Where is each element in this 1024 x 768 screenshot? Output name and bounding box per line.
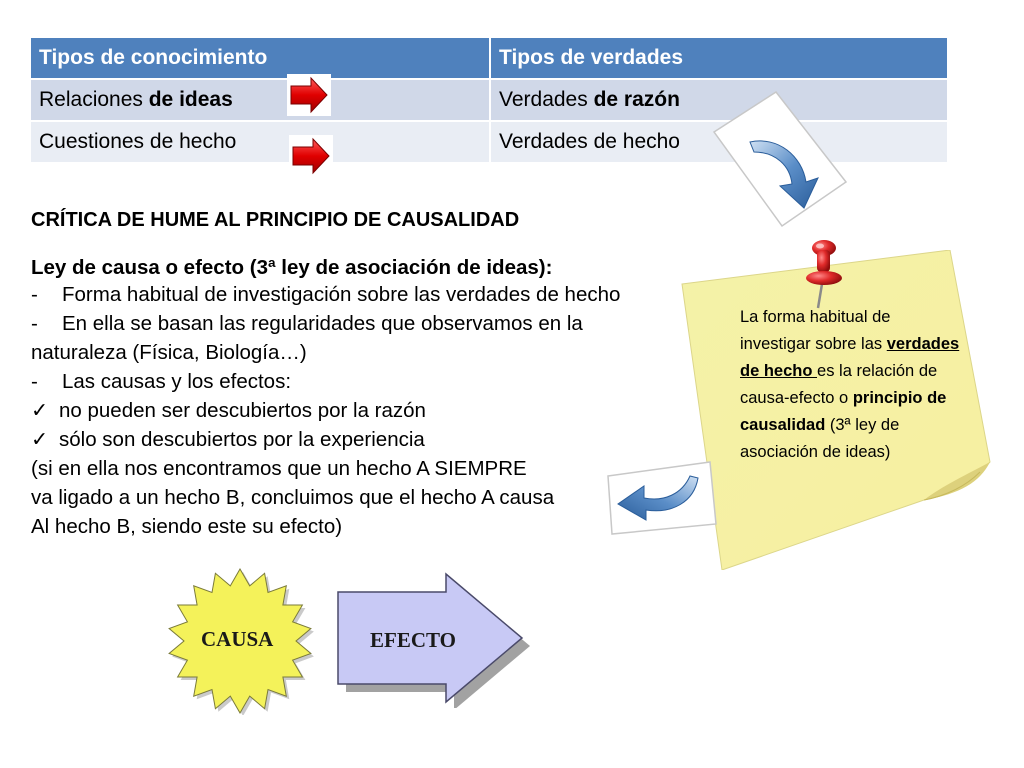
note-text bbox=[740, 304, 960, 466]
paragraph-line: Al hecho B, siendo este su efecto) bbox=[31, 515, 343, 538]
header-tipos-verdades: Tipos de verdades bbox=[490, 38, 948, 79]
cause-star bbox=[165, 567, 315, 715]
curved-arrow-left-icon bbox=[606, 458, 718, 543]
dash-bullet: - bbox=[31, 283, 38, 306]
explanation-list bbox=[31, 280, 620, 541]
cell-cuestiones-hecho: Cuestiones de hecho bbox=[31, 121, 490, 162]
note-text-part: (3ª ley de asociación de ideas) bbox=[740, 416, 900, 461]
cell-bold-text: de ideas bbox=[148, 88, 233, 111]
effect-label: EFECTO bbox=[370, 628, 456, 652]
list-item bbox=[31, 367, 620, 396]
cell-text: Verdades bbox=[499, 88, 594, 111]
red-arrow-icon bbox=[289, 135, 333, 177]
section-heading: CRÍTICA DE HUME AL PRINCIPIO DE CAUSALIDAD bbox=[31, 209, 520, 231]
red-arrow-icon bbox=[287, 74, 331, 116]
header-tipos-conocimiento: Tipos de conocimiento bbox=[31, 38, 490, 79]
list-item-text: Las causas y los efectos: bbox=[62, 370, 292, 393]
note-bold-text: principio de causalidad bbox=[740, 389, 947, 434]
check-item-text: no pueden ser descubiertos por la razón bbox=[59, 399, 426, 422]
cell-text: Relaciones bbox=[39, 88, 149, 111]
list-item bbox=[31, 309, 620, 338]
dash-bullet: - bbox=[31, 312, 38, 335]
note-text-part: es la relación de causa-efecto o bbox=[740, 362, 938, 407]
check-item-text: sólo son descubiertos por la experiencia bbox=[59, 428, 425, 451]
table-header-row bbox=[31, 38, 948, 79]
cell-verdades-hecho: Verdades de hecho bbox=[490, 121, 948, 162]
cell-bold-text: de razón bbox=[593, 88, 680, 111]
list-item-text: En ella se basan las regularidades que observamos en la bbox=[62, 312, 583, 335]
paragraph-line: (si en ella nos encontramos que un hecho A SIEMPRE bbox=[31, 457, 527, 480]
effect-arrow bbox=[336, 572, 532, 708]
dash-bullet: - bbox=[31, 370, 38, 393]
note-underlined-text: verdades de hecho bbox=[740, 335, 960, 380]
curved-arrow-down-icon bbox=[706, 90, 854, 235]
list-item-continuation: naturaleza (Física, Biología…) bbox=[31, 341, 307, 364]
list-item bbox=[31, 280, 620, 309]
check-icon: ✓ bbox=[31, 399, 49, 422]
cause-label: CAUSA bbox=[201, 627, 274, 651]
paragraph-line: va ligado a un hecho B, concluimos que el hecho A causa bbox=[31, 486, 555, 509]
cell-relaciones-ideas bbox=[31, 79, 490, 121]
note-text-part: La forma habitual de investigar sobre las bbox=[740, 308, 891, 353]
list-item-text: Forma habitual de investigación sobre las verdades de hecho bbox=[62, 283, 621, 306]
law-title: Ley de causa o efecto (3ª ley de asociación de ideas): bbox=[31, 256, 553, 279]
check-item bbox=[31, 425, 620, 454]
check-item bbox=[31, 396, 620, 425]
check-icon: ✓ bbox=[31, 428, 49, 451]
